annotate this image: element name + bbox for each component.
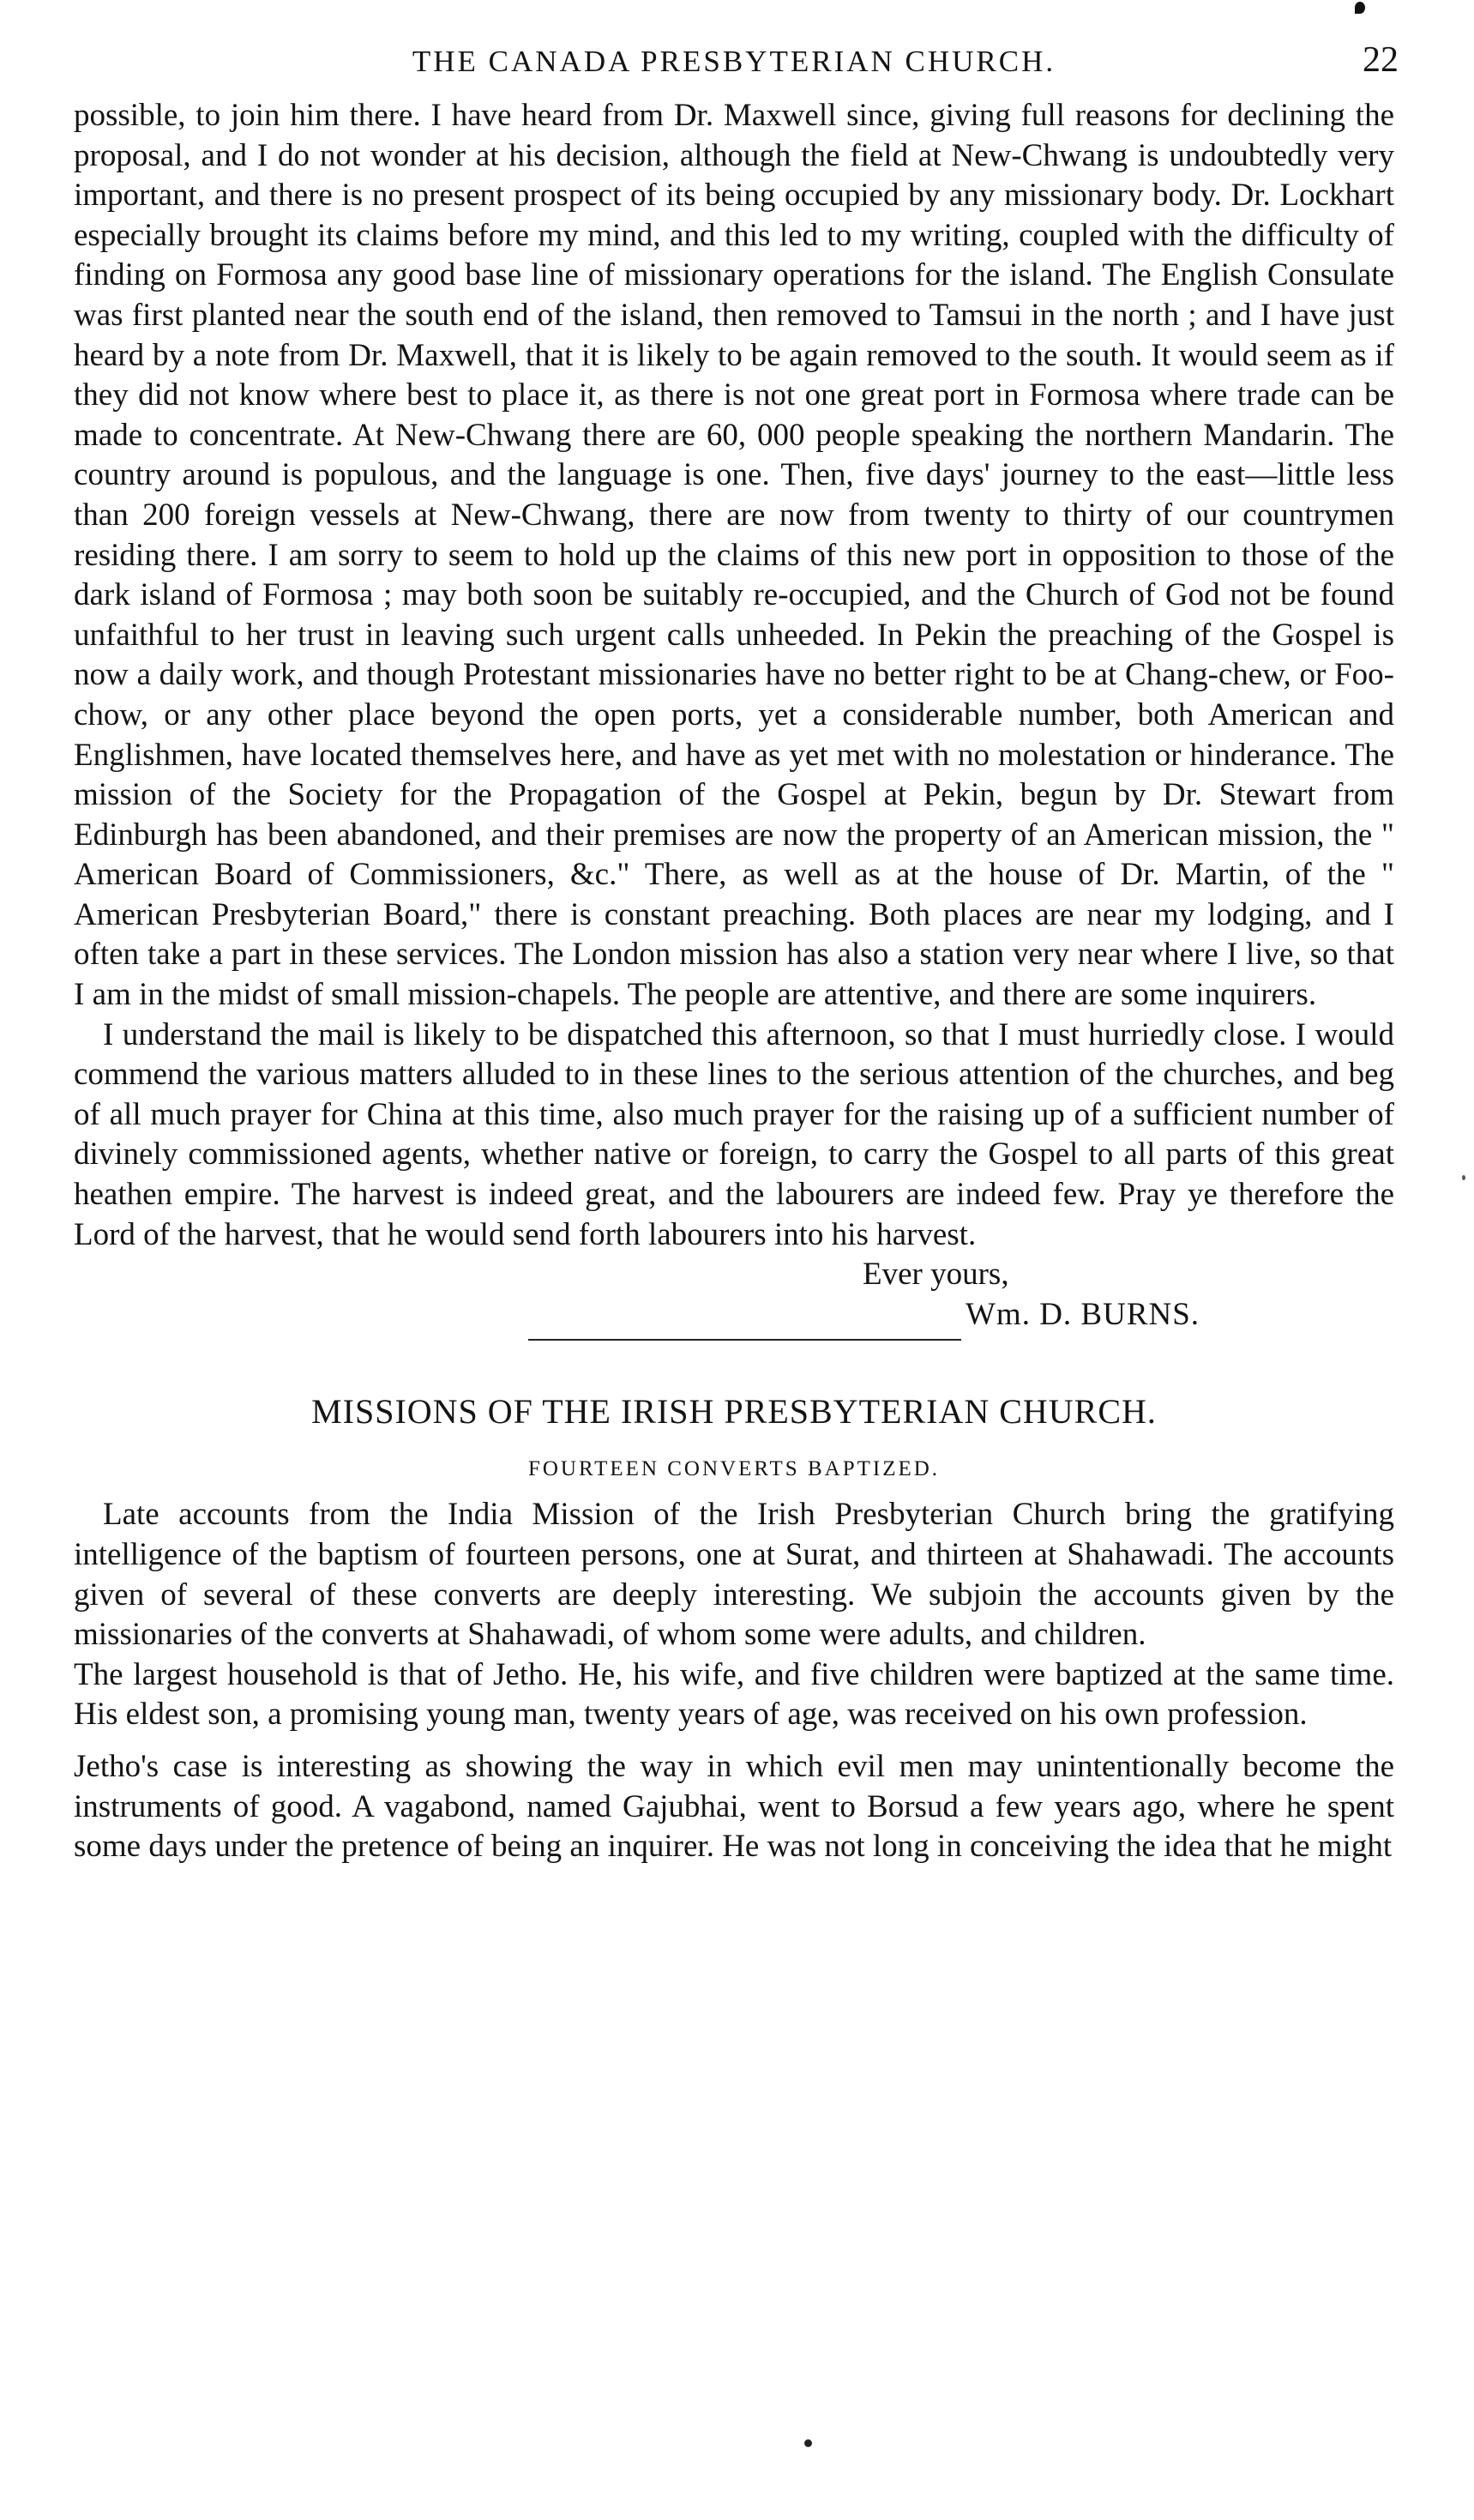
- page-number: 22: [1363, 40, 1399, 80]
- section-paragraph-2: The largest household is that of Jetho. He, his wife, and five children were baptized at the same time. His eldest son, a promising young man, twenty years of age, was received on his own profession.: [74, 1656, 1394, 1733]
- section-paragraph-3: Jetho's case is interesting as showing the way in which evil men may unintentionally become the instruments of good. A vagabond, named Gajubhai, went to Borsud a few years ago, where he spent some days under the pretence of being an inquirer. He was not long in conceiving the idea that he might: [74, 1748, 1394, 1865]
- ink-mark: [1355, 2, 1365, 14]
- letter-body: [74, 96, 1394, 1255]
- margin-speck: [1462, 1175, 1465, 1180]
- letter-paragraph-1: possible, to join him there. I have heard from Dr. Maxwell since, giving full reasons for declining the proposal, and I do not wonder at his decision, although the field at New-Chwang is undoubtedly very important, and there is no present prospect of its being occupied by any missionary body. Dr. Lockhart especially brought its claims before my mind, and this led to my writing, coupled with the difficulty of finding on Formosa any good base line of missionary operations for the island. The English Consulate was first planted near the south end of the island, then removed to Tamsui in the north ; and I have just heard by a note from Dr. Maxwell, that it is likely to be again removed to the south. It would seem as if they did not know where best to place it, as there is not one great port in Formosa where trade can be made to concentrate. At New-Chwang there are 60, 000 people speaking the northern Mandarin. The country around is populous, and the language is one. Then, five days' journey to the east—little less than 200 foreign vessels at New-Chwang, there are now from twenty to thirty of our countrymen residing there. I am sorry to seem to hold up the claims of this new port in opposition to those of the dark island of Formosa ; may both soon be suitably re-occupied, and the Church of God not be found unfaithful to her trust in leaving such urgent calls unheeded. In Pekin the preaching of the Gospel is now a daily work, and though Protestant missionaries have no better right to be at Chang-chew, or Foo-chow, or any other place beyond the open ports, yet a considerable number, both American and Englishmen, have located themselves here, and have as yet met with no molestation or hinderance. The mission of the Society for the Propagation of the Gospel at Pekin, begun by Dr. Stewart from Edinburgh has been abandoned, and their premises are now the property of an American mission, the " American Board of Commissioners, &c." There, as well as at the house of Dr. Martin, of the " American Presbyterian Board," there is constant preaching. Both places are near my lodging, and I often take a part in these services. The London mission has also a station very near where I live, so that I am in the midst of small mission-chapels. The people are attentive, and there are some inquirers.: [74, 98, 1394, 1013]
- section-paragraph-1: Late accounts from the India Mission of the Irish Presbyterian Church bring the gratifying intelligence of the baptism of fourteen persons, one at Surat, and thirteen at Shahawadi. The accounts given of several of these converts are deeply interesting. We subjoin the accounts given by the missionaries of the converts at Shahawadi, of whom some were adults, and children.: [74, 1497, 1394, 1653]
- bottom-speck: [804, 2439, 812, 2447]
- paragraph-gap: [74, 1735, 1394, 1747]
- section-subtitle: FOURTEEN CONVERTS BAPTIZED.: [527, 1457, 941, 1481]
- section-title: MISSIONS OF THE IRISH PRESBYTERIAN CHURCH.: [311, 1392, 1157, 1432]
- running-head: [74, 34, 1399, 96]
- running-title: THE CANADA PRESBYTERIAN CHURCH.: [412, 45, 1056, 78]
- signature: Wm. D. BURNS.: [966, 1296, 1200, 1332]
- closing-salutation: Ever yours,: [863, 1257, 1009, 1293]
- letter-paragraph-2: I understand the mail is likely to be dispatched this afternoon, so that I must hurriedly close. I would commend the various matters alluded to in these lines to the serious attention of the churches, and beg of all much prayer for China at this time, also much prayer for the raising up of a sufficient number of divinely commissioned agents, whether native or foreign, to carry the Gospel to all parts of this great heathen empire. The harvest is indeed great, and the labourers are indeed few. Pray ye therefore the Lord of the harvest, that he would send forth labourers into his harvest.: [74, 1016, 1394, 1252]
- section-body: [74, 1495, 1394, 1866]
- document-page: [74, 34, 1399, 1867]
- section-divider: [528, 1339, 961, 1341]
- letter-closing: [74, 1255, 1394, 1335]
